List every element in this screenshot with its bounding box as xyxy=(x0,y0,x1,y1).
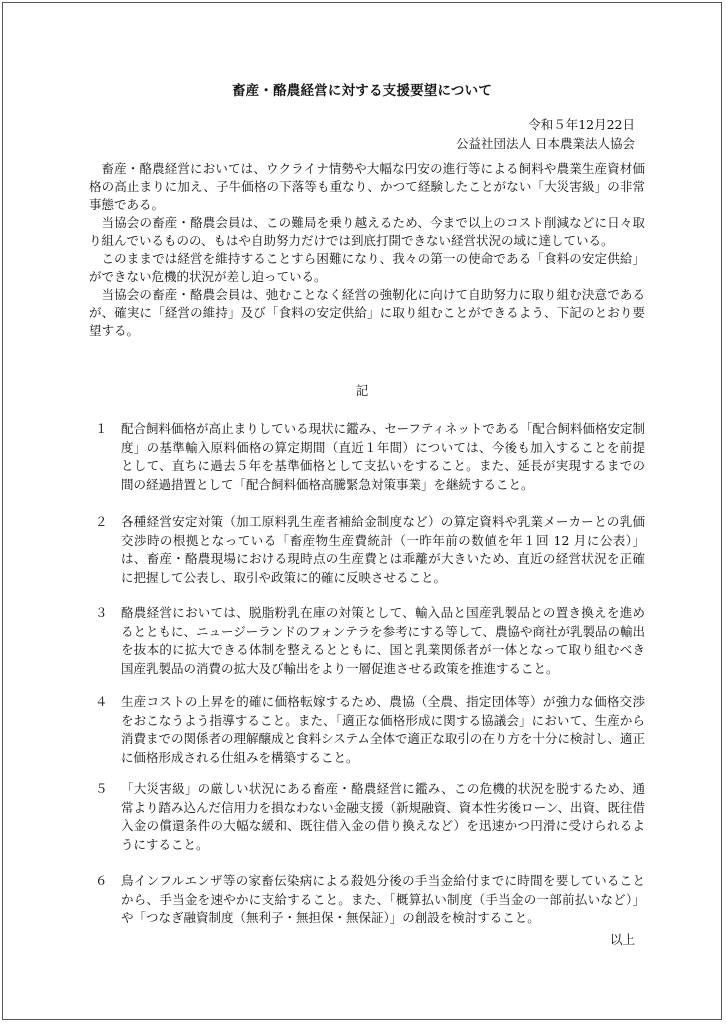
intro-section xyxy=(89,160,645,340)
item-text: 「大災害級」の厳しい状況にある畜産・酪農経営に鑑み、この危機的状況を脱するため、通常より踏み込んだ信用力を損なわない金融支援（新規融資、資本性劣後ローン、出資、既往借入金の償還条件の大幅な緩和、既往借入金の借り換えなど）を迅速かつ円滑に受けられるようにすること。 xyxy=(121,781,645,852)
intro-paragraph: 当協会の畜産・酪農会員は、弛むことなく経営の強靭化に向けて自助努力に取り組む決意であるが、確実に「経営の維持」及び「食料の安定供給」に取り組むことができるよう、下記のとおり要望する。 xyxy=(89,287,645,338)
request-item xyxy=(95,872,645,928)
item-text: 各種経営安定対策（加工原料乳生産者補給金制度など）の算定資料や乳業メーカーとの乳価交渉時の根拠となっている「畜産物生産費統計（一昨年前の数値を年１回 12 月に公表）」は、畜産・酪農現場における現時点の生産費とは乖離が大きいため、直近の経営状況を正確に把握して公表し、取引や政策に的確に反映させること。 xyxy=(121,514,645,585)
intro-paragraph: 畜産・酪農経営においては、ウクライナ情勢や大幅な円安の進行等による飼料や農業生産資材価格の高止まりに加え、子牛価格の下落等も重なり、かつて経験したことがない「大災害級」の非常事態である。 xyxy=(89,161,645,212)
item-number: ２ xyxy=(95,514,108,529)
request-item xyxy=(95,513,645,587)
item-number: ６ xyxy=(95,873,108,888)
item-text: 酪農経営においては、脱脂粉乳在庫の対策として、輸入品と国産乳製品との置き換えを進めるとともに、ニュージーランドのフォンテラを参考にする等して、農協や商社が乳製品の輸出を抜本的に拡大できる体制を整えるとともに、国と乳業関係者が一体となって取り組むべき国産乳製品の消費の拡大及び輸出をより一層促進させる政策を推進すること。 xyxy=(121,605,645,676)
document-date: 令和５年12月22日 xyxy=(528,117,635,132)
document-title: 畜産・酪農経営に対する支援要望について xyxy=(231,83,493,99)
ki-heading: 記 xyxy=(355,383,369,398)
intro-paragraph: 当協会の畜産・酪農会員は、この難局を乗り越えるため、今まで以上のコスト削減などに日々取り組んでいるものの、もはや自助努力だけでは到底打開できない経営状況の域に達している。 xyxy=(89,215,645,248)
document-page xyxy=(2,2,722,1020)
item-number: １ xyxy=(95,421,108,436)
item-number: ３ xyxy=(95,605,108,620)
item-number: ４ xyxy=(95,694,108,709)
request-item xyxy=(95,420,645,494)
document-organization: 公益社団法人 日本農業法人協会 xyxy=(456,136,635,151)
item-text: 配合飼料価格が高止まりしている現状に鑑み、セーフティネットである「配合飼料価格安定制度」の基準輸入原料価格の算定期間（直近１年間）については、今後も加入することを前提として、直ちに過去５年を基準価格として支払いをすること。また、延長が実現するまでの間の経過措置として「配合飼料価格高騰緊急対策事業」を継続すること。 xyxy=(121,421,645,492)
request-item xyxy=(95,604,645,678)
item-text: 鳥インフルエンザ等の家畜伝染病による殺処分後の手当金給付までに時間を要していることから、手当金を速やかに支給すること。また、「概算払い制度（手当金の一部前払いなど）」や「つなぎ融資制度（無利子・無担保・無保証）」の創設を検討すること。 xyxy=(121,873,645,925)
intro-paragraph: このままでは経営を維持することすら困難になり、我々の第一の使命である「食料の安定供給」ができない危機的状況が差し迫っている。 xyxy=(89,251,645,284)
closing-mark: 以上 xyxy=(609,932,635,947)
request-item xyxy=(95,693,645,767)
item-number: ５ xyxy=(95,781,108,796)
request-item xyxy=(95,780,645,854)
item-text: 生産コストの上昇を的確に価格転嫁するため、農協（全農、指定団体等）が強力な価格交渉をおこなうよう指導すること。また、「適正な価格形成に関する協議会」において、生産から消費までの関係者の理解醸成と食料システム全体で適正な取引の在り方を十分に検討し、適正に価格形成される仕組みを構築すること。 xyxy=(121,694,645,765)
